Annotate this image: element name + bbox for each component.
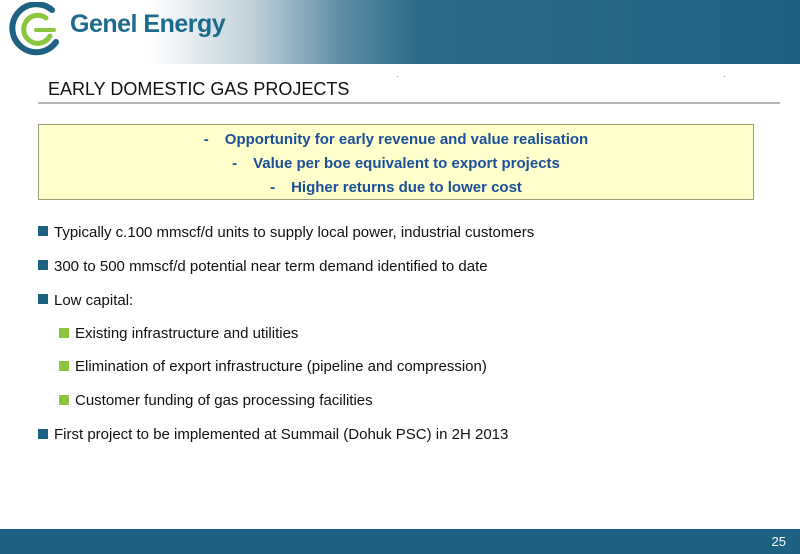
sub-bullet-square-icon — [59, 361, 69, 371]
callout-dash: - — [270, 179, 276, 196]
title-rule — [38, 102, 780, 104]
sub-bullet-square-icon — [59, 328, 69, 338]
rule-dot — [724, 76, 725, 77]
bullet-square-icon — [38, 294, 48, 304]
callout-box — [38, 124, 754, 200]
callout-dash: - — [203, 131, 209, 148]
bullet-square-icon — [38, 226, 48, 236]
callout-line — [39, 155, 753, 172]
sub-bullet-text: Customer funding of gas processing facilities — [75, 392, 373, 409]
footer-band — [0, 529, 800, 554]
callout-text: Opportunity for early revenue and value realisation — [224, 131, 589, 148]
sub-bullet-square-icon — [59, 395, 69, 405]
sub-bullet-text: Elimination of export infrastructure (pipeline and compression) — [75, 358, 487, 375]
rule-dot — [397, 76, 398, 77]
slide-title: EARLY DOMESTIC GAS PROJECTS — [48, 79, 350, 99]
page-number: 25 — [771, 534, 786, 549]
genel-logo-icon — [6, 2, 66, 58]
sub-bullet-text: Existing infrastructure and utilities — [75, 325, 299, 342]
bullet-text: First project to be implemented at Summail (Dohuk PSC) in 2H 2013 — [54, 426, 509, 443]
bullet-square-icon — [38, 429, 48, 439]
bullet-text: Low capital: — [54, 292, 134, 309]
logo-text: Genel Energy — [70, 10, 226, 38]
bullet-text: 300 to 500 mmscf/d potential near term demand identified to date — [54, 258, 488, 275]
callout-dash: - — [232, 155, 238, 172]
callout-line — [39, 179, 753, 196]
bullet-square-icon — [38, 260, 48, 270]
callout-line — [39, 131, 753, 148]
callout-text: Value per boe equivalent to export projects — [253, 155, 560, 172]
bullet-text: Typically c.100 mmscf/d units to supply local power, industrial customers — [54, 224, 535, 241]
callout-text: Higher returns due to lower cost — [291, 179, 522, 196]
